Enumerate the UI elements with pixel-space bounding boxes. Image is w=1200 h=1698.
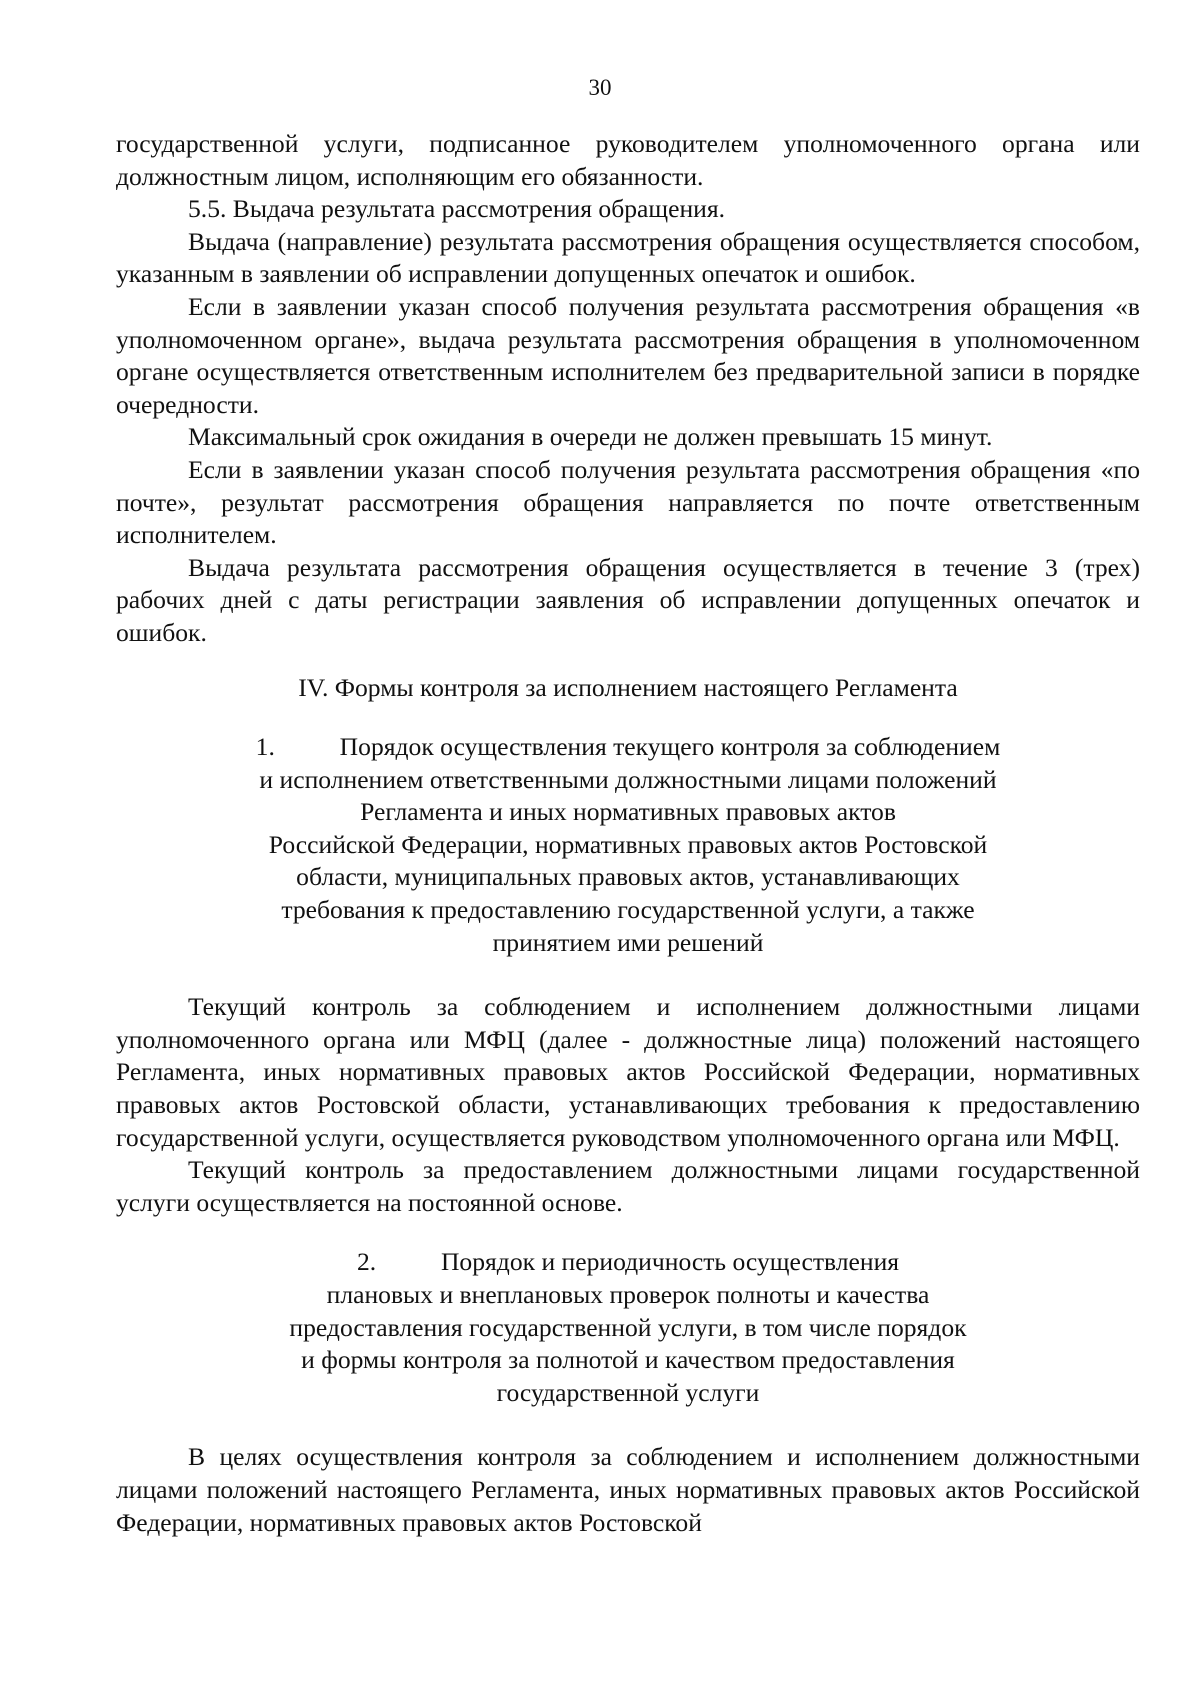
subsection-heading-text: Порядок осуществления текущего контроля за соблюдением [339, 732, 1001, 762]
subsection-heading-line: Российской Федерации, нормативных правовых актов Ростовской [268, 829, 988, 859]
subsection-heading-text: Порядок и периодичность осуществления [440, 1247, 900, 1277]
section-title: IV. Формы контроля за исполнением настоящего Регламента [298, 672, 958, 702]
subsection-heading-line: и исполнением ответственными должностными лицами положений [259, 764, 997, 794]
subsection-number: 2. [356, 1247, 377, 1277]
paragraph: Если в заявлении указан способ получения результата рассмотрения обращения «в уполномоченном органе», выдача результата рассмотрения обращения в уполномоченном органе осуществляется ответственным исполнителем без предварительной записи в порядке очередности. [116, 291, 1140, 419]
paragraph: Максимальный срок ожидания в очереди не должен превышать 15 минут. [188, 422, 993, 452]
paragraph: Выдача (направление) результата рассмотрения обращения осуществляется способом, указанным в заявлении об исправлении допущенных опечаток и ошибок. [116, 226, 1140, 289]
document-body [116, 128, 1140, 1539]
subsection-heading-1 [116, 731, 1140, 959]
subsection-heading-line [116, 731, 1140, 764]
subsection-heading-2 [116, 1246, 1140, 1409]
subsection-number: 1. [255, 732, 275, 762]
paragraph: В целях осуществления контроля за соблюдением и исполнением должностными лицами положений настоящего Регламента, иных нормативных правовых актов Российской Федерации, нормативных правовых актов Ростовской [116, 1442, 1140, 1537]
subsection-heading-line: и формы контроля за полнотой и качеством предоставления [301, 1345, 955, 1375]
paragraph-continuation: государственной услуги, подписанное руководителем уполномоченного органа или должностным лицом, исполняющим его обязанности. [116, 129, 1140, 191]
subsection-heading-line: Регламента и иных нормативных правовых актов [360, 797, 896, 827]
subsection-heading-line: предоставления государственной услуги, в том числе порядок [289, 1312, 967, 1342]
subsection-heading-line: принятием ими решений [492, 927, 764, 957]
paragraph: Если в заявлении указан способ получения результата рассмотрения обращения «по почте», результат рассмотрения обращения направляется по почте ответственным исполнителем. [116, 454, 1140, 550]
subsection-heading-line: государственной услуги [496, 1377, 760, 1407]
paragraph-item-5-5: 5.5. Выдача результата рассмотрения обращения. [188, 194, 726, 224]
paragraph: Выдача результата рассмотрения обращения осуществляется в течение 3 (трех) рабочих дней с даты регистрации заявления об исправлении допущенных опечаток и ошибок. [116, 552, 1140, 647]
paragraph: Текущий контроль за соблюдением и исполнением должностными лицами уполномоченного органа или МФЦ (далее - должностные лица) положений настоящего Регламента, иных нормативных правовых актов Российской Федерации, нормативных правовых актов Ростовской области, устанавливающих требования к предоставлению государственной услуги, осуществляется руководством уполномоченного органа или МФЦ. [116, 992, 1140, 1152]
paragraph: Текущий контроль за предоставлением должностными лицами государственной услуги осуществляется на постоянной основе. [116, 1155, 1140, 1217]
subsection-heading-line [116, 1246, 1140, 1279]
subsection-heading-line: области, муниципальных правовых актов, устанавливающих [296, 862, 960, 892]
subsection-heading-line: требования к предоставлению государственной услуги, а также [281, 895, 975, 925]
page-number: 30 [588, 75, 612, 100]
subsection-heading-line: плановых и внеплановых проверок полноты и качества [326, 1280, 930, 1309]
